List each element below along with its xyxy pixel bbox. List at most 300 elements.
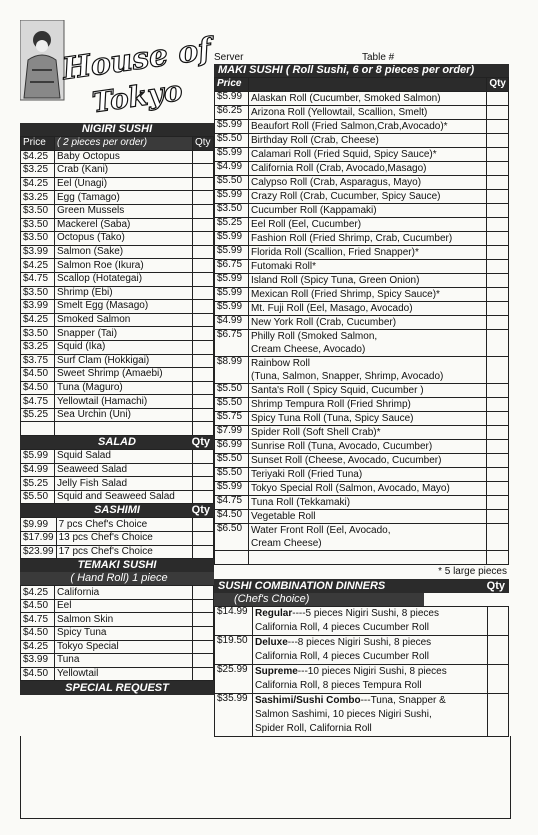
special-request-box — [20, 736, 511, 819]
nigiri-subtitle: ( 2 pieces per order) — [55, 137, 193, 151]
salad-row-qty — [193, 463, 214, 477]
sashimi-row-name: 13 pcs Chef's Choice — [56, 532, 192, 546]
maki-row — [215, 356, 509, 383]
nigiri-row-name: Tuna (Maguro) — [55, 381, 193, 395]
maki-row-qty — [487, 397, 509, 411]
combo-row-price: $35.99 — [215, 694, 253, 737]
combo-title: SUSHI COMBINATION DINNERS — [218, 580, 386, 593]
nigiri-row-qty — [193, 177, 214, 191]
maki-row — [215, 91, 509, 105]
nigiri-row-name: Egg (Tamago) — [55, 191, 193, 205]
nigiri-row-qty — [193, 150, 214, 164]
maki-row — [215, 301, 509, 315]
nigiri-row-qty — [193, 368, 214, 382]
temaki-row — [21, 586, 214, 600]
maki-row-qty — [487, 287, 509, 301]
combo-row-desc1: ----5 pieces Nigiri Sushi, 8 pieces — [292, 608, 439, 620]
nigiri-row-qty — [193, 286, 214, 300]
nigiri-row — [21, 164, 214, 178]
nigiri-row-price: $4.25 — [21, 259, 55, 273]
maki-row — [215, 161, 509, 175]
maki-row-name — [249, 273, 487, 287]
right-column — [214, 64, 509, 737]
temaki-row — [21, 627, 214, 641]
maki-row-line: Beaufort Roll (Fried Salmon,Crab,Avocado)* — [251, 120, 448, 132]
temaki-row-qty — [193, 654, 214, 668]
sashimi-row-price: $9.99 — [21, 518, 57, 532]
maki-row — [215, 175, 509, 189]
maki-row-name — [249, 259, 487, 273]
temaki-row — [21, 640, 214, 654]
sashimi-title: SASHIMI — [94, 504, 140, 517]
maki-row-line: Spider Roll (Soft Shell Crab)* — [251, 426, 381, 438]
maki-row — [215, 495, 509, 509]
maki-desc-col — [249, 78, 487, 92]
maki-row-line: Cream Cheese) — [251, 538, 322, 550]
combo-row-name: Supreme — [255, 666, 298, 678]
nigiri-row-price: $3.25 — [21, 340, 55, 354]
salad-row-name: Squid Salad — [55, 450, 193, 464]
maki-row-qty — [487, 105, 509, 119]
maki-row-price: $5.99 — [215, 119, 249, 133]
nigiri-row-qty — [193, 395, 214, 409]
maki-row — [215, 551, 509, 565]
maki-row-price: $5.50 — [215, 383, 249, 397]
maki-row-qty — [487, 425, 509, 439]
nigiri-row-name: Surf Clam (Hokkigai) — [55, 354, 193, 368]
maki-row-price: $8.99 — [215, 356, 249, 383]
maki-row-price: $6.75 — [215, 259, 249, 273]
combo-row — [215, 665, 509, 694]
sashimi-row-price: $17.99 — [21, 532, 57, 546]
nigiri-row-name — [55, 422, 193, 436]
maki-row-price: $5.50 — [215, 133, 249, 147]
nigiri-row-name: Snapper (Tai) — [55, 327, 193, 341]
nigiri-row-price: $3.25 — [21, 164, 55, 178]
maki-row-price: $5.99 — [215, 147, 249, 161]
maki-row-name — [249, 133, 487, 147]
nigiri-row-price: $4.50 — [21, 381, 55, 395]
maki-price-col: Price — [215, 78, 249, 92]
nigiri-table — [20, 136, 214, 436]
nigiri-row-price: $5.25 — [21, 408, 55, 422]
sashimi-row-name: 17 pcs Chef's Choice — [56, 545, 192, 559]
temaki-row-name: Spicy Tuna — [55, 627, 193, 641]
nigiri-row-qty — [193, 259, 214, 273]
nigiri-row-qty — [193, 354, 214, 368]
sashimi-row — [21, 545, 214, 559]
nigiri-colheads — [21, 137, 214, 151]
maki-colheads — [215, 78, 509, 92]
combo-subtitle: (Chef's Choice) — [234, 593, 310, 606]
temaki-row-qty — [193, 627, 214, 641]
nigiri-row-price: $3.50 — [21, 218, 55, 232]
nigiri-row — [21, 245, 214, 259]
maki-header — [214, 64, 509, 77]
maki-row-line: Teriyaki Roll (Fried Tuna) — [251, 468, 363, 480]
maki-row-price: $5.99 — [215, 301, 249, 315]
combo-header — [214, 579, 509, 593]
maki-row-qty — [487, 217, 509, 231]
sashimi-header — [20, 504, 214, 517]
temaki-title: TEMAKI SUSHI — [77, 559, 157, 572]
maki-row — [215, 481, 509, 495]
maki-row-name — [249, 245, 487, 259]
combo-row — [215, 694, 509, 737]
salad-qty-col: Qty — [191, 436, 210, 449]
combo-row-qty — [488, 607, 509, 636]
combo-row-line2: California Roll, 4 pieces Cucumber Roll — [255, 622, 429, 634]
maki-row — [215, 231, 509, 245]
maki-row — [215, 383, 509, 397]
maki-row-name — [249, 523, 487, 550]
nigiri-row-name: Salmon (Sake) — [55, 245, 193, 259]
maki-row-price: $4.99 — [215, 161, 249, 175]
maki-row-name — [249, 203, 487, 217]
maki-row-name — [249, 315, 487, 329]
maki-row-line: Mexican Roll (Fried Shrimp, Spicy Sauce)* — [251, 288, 440, 300]
maki-row-qty — [487, 91, 509, 105]
temaki-row-qty — [193, 586, 214, 600]
maki-row-line: Fashion Roll (Fried Shrimp, Crab, Cucumber) — [251, 232, 453, 244]
maki-row-price: $4.50 — [215, 509, 249, 523]
maki-row-line: Calypso Roll (Crab, Asparagus, Mayo) — [251, 176, 422, 188]
maki-row-name — [249, 383, 487, 397]
nigiri-row — [21, 313, 214, 327]
combo-table — [214, 606, 509, 737]
salad-row — [21, 450, 214, 464]
maki-row-qty — [487, 481, 509, 495]
nigiri-row-price: $3.75 — [21, 354, 55, 368]
maki-row-qty — [487, 231, 509, 245]
temaki-row-price: $4.50 — [21, 599, 55, 613]
maki-row — [215, 203, 509, 217]
maki-row-line: (Tuna, Salmon, Snapper, Shrimp, Avocado) — [251, 370, 444, 382]
salad-row — [21, 463, 214, 477]
nigiri-row-qty — [193, 300, 214, 314]
temaki-row — [21, 613, 214, 627]
nigiri-row-price: $4.50 — [21, 368, 55, 382]
maki-row-qty — [487, 453, 509, 467]
nigiri-row — [21, 354, 214, 368]
special-request-header — [20, 681, 214, 695]
maki-row-line: Island Roll (Spicy Tuna, Green Onion) — [251, 274, 420, 286]
combo-row-line1 — [255, 636, 485, 650]
nigiri-row — [21, 232, 214, 246]
maki-row-name — [249, 411, 487, 425]
temaki-header — [20, 559, 214, 572]
maki-row-name — [249, 425, 487, 439]
nigiri-row-name: Sea Urchin (Uni) — [55, 408, 193, 422]
maki-row-name — [249, 189, 487, 203]
nigiri-row-name: Sweet Shrimp (Amaebi) — [55, 368, 193, 382]
nigiri-row — [21, 381, 214, 395]
sashimi-qty-col: Qty — [191, 504, 210, 517]
maki-row-qty — [487, 383, 509, 397]
maki-row-price: $6.25 — [215, 105, 249, 119]
nigiri-row-name: Squid (Ika) — [55, 340, 193, 354]
maki-row-line: Crazy Roll (Crab, Cucumber, Spicy Sauce) — [251, 190, 441, 202]
maki-row-line: Tuna Roll (Tekkamaki) — [251, 496, 351, 508]
maki-row — [215, 397, 509, 411]
sashimi-table — [20, 517, 214, 559]
nigiri-row-qty — [193, 408, 214, 422]
maki-row-name — [249, 147, 487, 161]
nigiri-header — [20, 123, 214, 136]
nigiri-row-name: Crab (Kani) — [55, 164, 193, 178]
maki-row-price: $5.99 — [215, 245, 249, 259]
salad-row-name: Squid and Seaweed Salad — [55, 490, 193, 504]
maki-row-price: $5.99 — [215, 231, 249, 245]
salad-row-price: $5.50 — [21, 490, 55, 504]
maki-row-price: $6.99 — [215, 439, 249, 453]
maki-row-name — [249, 397, 487, 411]
nigiri-row-name: Smelt Egg (Masago) — [55, 300, 193, 314]
salad-row-qty — [193, 490, 214, 504]
maki-row-line: Cream Cheese, Avocado) — [251, 343, 366, 355]
nigiri-row-qty — [193, 164, 214, 178]
maki-row — [215, 329, 509, 356]
nigiri-row — [21, 395, 214, 409]
combo-qty-col: Qty — [486, 580, 505, 593]
house-of-tokyo-logo — [20, 20, 216, 118]
nigiri-row — [21, 204, 214, 218]
maki-row-line: Birthday Roll (Crab, Cheese) — [251, 134, 379, 146]
temaki-row-price: $4.25 — [21, 586, 55, 600]
nigiri-row-price: $3.50 — [21, 204, 55, 218]
combo-row-desc — [253, 694, 488, 737]
temaki-subheader — [20, 572, 214, 585]
maki-row — [215, 315, 509, 329]
combo-row-qty — [488, 636, 509, 665]
maki-row-name — [249, 356, 487, 383]
nigiri-row-name: Eel (Unagi) — [55, 177, 193, 191]
temaki-row-price: $4.50 — [21, 627, 55, 641]
left-column — [20, 123, 214, 695]
maki-row — [215, 245, 509, 259]
maki-row-name — [249, 453, 487, 467]
maki-row-price: $6.50 — [215, 523, 249, 550]
salad-row-name: Jelly Fish Salad — [55, 477, 193, 491]
maki-row-price: $4.99 — [215, 315, 249, 329]
maki-row-line: Rainbow Roll — [251, 357, 310, 369]
nigiri-row — [21, 259, 214, 273]
maki-row-name — [249, 231, 487, 245]
nigiri-row — [21, 340, 214, 354]
nigiri-row-qty — [193, 272, 214, 286]
temaki-row-price: $3.99 — [21, 654, 55, 668]
maki-row-qty — [487, 315, 509, 329]
maki-row — [215, 467, 509, 481]
temaki-row-qty — [193, 613, 214, 627]
maki-row-name — [249, 301, 487, 315]
maki-row-qty — [487, 551, 509, 565]
combo-row-qty — [488, 694, 509, 737]
maki-row-price: $5.50 — [215, 397, 249, 411]
nigiri-row — [21, 300, 214, 314]
table-label: Table # — [362, 52, 395, 63]
maki-row-qty — [487, 329, 509, 356]
combo-row — [215, 636, 509, 665]
special-request-title: SPECIAL REQUEST — [65, 682, 169, 695]
maki-row-name — [249, 495, 487, 509]
nigiri-row-qty — [193, 340, 214, 354]
nigiri-row-price: $3.25 — [21, 191, 55, 205]
maki-row — [215, 453, 509, 467]
nigiri-row — [21, 408, 214, 422]
combo-row-desc — [253, 636, 488, 665]
nigiri-row-qty — [193, 422, 214, 436]
temaki-table — [20, 585, 214, 681]
nigiri-row-price: $4.25 — [21, 313, 55, 327]
maki-qty-col: Qty — [487, 78, 509, 92]
maki-row-line: Philly Roll (Smoked Salmon, — [251, 330, 378, 342]
maki-row-price: $5.99 — [215, 189, 249, 203]
salad-row — [21, 490, 214, 504]
maki-row-price: $5.50 — [215, 453, 249, 467]
nigiri-row-price: $4.25 — [21, 177, 55, 191]
maki-row-qty — [487, 439, 509, 453]
maki-row-price: $5.50 — [215, 467, 249, 481]
maki-row-name — [249, 481, 487, 495]
maki-row-price: $6.75 — [215, 329, 249, 356]
combo-row-price: $14.99 — [215, 607, 253, 636]
maki-row-qty — [487, 273, 509, 287]
maki-row-line: Vegetable Roll — [251, 510, 316, 522]
combo-row-line1 — [255, 607, 485, 621]
maki-row — [215, 523, 509, 550]
maki-row — [215, 133, 509, 147]
nigiri-row-qty — [193, 327, 214, 341]
nigiri-row-price: $4.25 — [21, 150, 55, 164]
combo-row-price: $19.50 — [215, 636, 253, 665]
maki-row-qty — [487, 147, 509, 161]
maki-row-name — [249, 551, 487, 565]
temaki-row-name: Salmon Skin — [55, 613, 193, 627]
sashimi-row-qty — [193, 532, 214, 546]
temaki-subtitle: ( Hand Roll) 1 piece — [70, 572, 168, 585]
nigiri-row-price: $3.99 — [21, 245, 55, 259]
temaki-row — [21, 654, 214, 668]
maki-row-line: Alaskan Roll (Cucumber, Smoked Salmon) — [251, 92, 441, 104]
nigiri-row-qty — [193, 204, 214, 218]
maki-row — [215, 189, 509, 203]
maki-row-qty — [487, 356, 509, 383]
maki-row-qty — [487, 175, 509, 189]
nigiri-row-qty — [193, 191, 214, 205]
combo-row-line1 — [255, 694, 485, 708]
maki-row-name — [249, 91, 487, 105]
combo-row-name: Sashimi/Sushi Combo — [255, 695, 361, 707]
sashimi-row — [21, 532, 214, 546]
maki-row-line: California Roll (Crab, Avocado,Masago) — [251, 162, 427, 174]
temaki-row-price: $4.25 — [21, 640, 55, 654]
maki-row — [215, 119, 509, 133]
maki-title: MAKI SUSHI ( Roll Sushi, 6 or 8 pieces per order) — [218, 64, 475, 76]
maki-row-name — [249, 175, 487, 189]
maki-row-line: Santa's Roll ( Spicy Squid, Cucumber ) — [251, 384, 424, 396]
nigiri-row-name: Baby Octopus — [55, 150, 193, 164]
maki-row-line: Cucumber Roll (Kappamaki) — [251, 204, 377, 216]
maki-row-qty — [487, 411, 509, 425]
maki-row-price: $5.75 — [215, 411, 249, 425]
nigiri-row — [21, 327, 214, 341]
sashimi-row-qty — [193, 545, 214, 559]
maki-row-qty — [487, 245, 509, 259]
salad-row-price: $5.99 — [21, 450, 55, 464]
maki-row-line: Tokyo Special Roll (Salmon, Avocado, Mayo) — [251, 482, 450, 494]
maki-row — [215, 439, 509, 453]
maki-row-name — [249, 467, 487, 481]
nigiri-row — [21, 272, 214, 286]
temaki-row-price: $4.75 — [21, 613, 55, 627]
nigiri-price-col: Price — [21, 137, 55, 151]
maki-row-price: $7.99 — [215, 425, 249, 439]
maki-row-qty — [487, 189, 509, 203]
temaki-row-name: Eel — [55, 599, 193, 613]
maki-row-qty — [487, 119, 509, 133]
maki-row-price: $5.25 — [215, 217, 249, 231]
nigiri-title: NIGIRI SUSHI — [81, 123, 153, 135]
nigiri-row — [21, 150, 214, 164]
combo-row-desc — [253, 665, 488, 694]
maki-row-line: Sunset Roll (Cheese, Avocado, Cucumber) — [251, 454, 442, 466]
nigiri-row-price: $4.75 — [21, 272, 55, 286]
combo-row-line2: California Roll, 4 pieces Cucumber Roll — [255, 651, 429, 663]
salad-row-price: $4.99 — [21, 463, 55, 477]
nigiri-row-name: Salmon Roe (Ikura) — [55, 259, 193, 273]
maki-row-line: Calamari Roll (Fried Squid, Spicy Sauce)* — [251, 148, 437, 160]
salad-row-name: Seaweed Salad — [55, 463, 193, 477]
combo-row-desc — [253, 607, 488, 636]
maki-row-line — [251, 551, 484, 564]
maki-row-price: $3.50 — [215, 203, 249, 217]
nigiri-row-price — [21, 422, 55, 436]
maki-row-name — [249, 509, 487, 523]
nigiri-qty-col: Qty — [193, 137, 214, 151]
maki-row-price: $5.99 — [215, 273, 249, 287]
temaki-row-name: Tuna — [55, 654, 193, 668]
maki-row-qty — [487, 301, 509, 315]
temaki-row-name: Yellowtail — [55, 667, 193, 681]
nigiri-row-name: Green Mussels — [55, 204, 193, 218]
brand-line-2: Tokyo — [90, 73, 185, 120]
nigiri-row-qty — [193, 245, 214, 259]
maki-row-name — [249, 217, 487, 231]
temaki-row-price: $4.50 — [21, 667, 55, 681]
nigiri-row — [21, 218, 214, 232]
maki-row-line: Arizona Roll (Yellowtail, Scallion, Smelt) — [251, 106, 428, 118]
maki-row — [215, 259, 509, 273]
maki-row-name — [249, 119, 487, 133]
maki-row — [215, 411, 509, 425]
sashimi-row-qty — [193, 518, 214, 532]
temaki-row — [21, 667, 214, 681]
maki-row-line: Water Front Roll (Eel, Avocado, — [251, 525, 391, 537]
maki-row — [215, 287, 509, 301]
maki-row-line: New York Roll (Crab, Cucumber) — [251, 316, 397, 328]
nigiri-row — [21, 286, 214, 300]
maki-row-qty — [487, 509, 509, 523]
maki-row-name — [249, 105, 487, 119]
maki-row-qty — [487, 133, 509, 147]
maki-row-qty — [487, 203, 509, 217]
combo-row-line1 — [255, 665, 485, 679]
nigiri-row — [21, 177, 214, 191]
maki-row-name — [249, 439, 487, 453]
maki-row — [215, 147, 509, 161]
maki-table — [214, 77, 509, 565]
